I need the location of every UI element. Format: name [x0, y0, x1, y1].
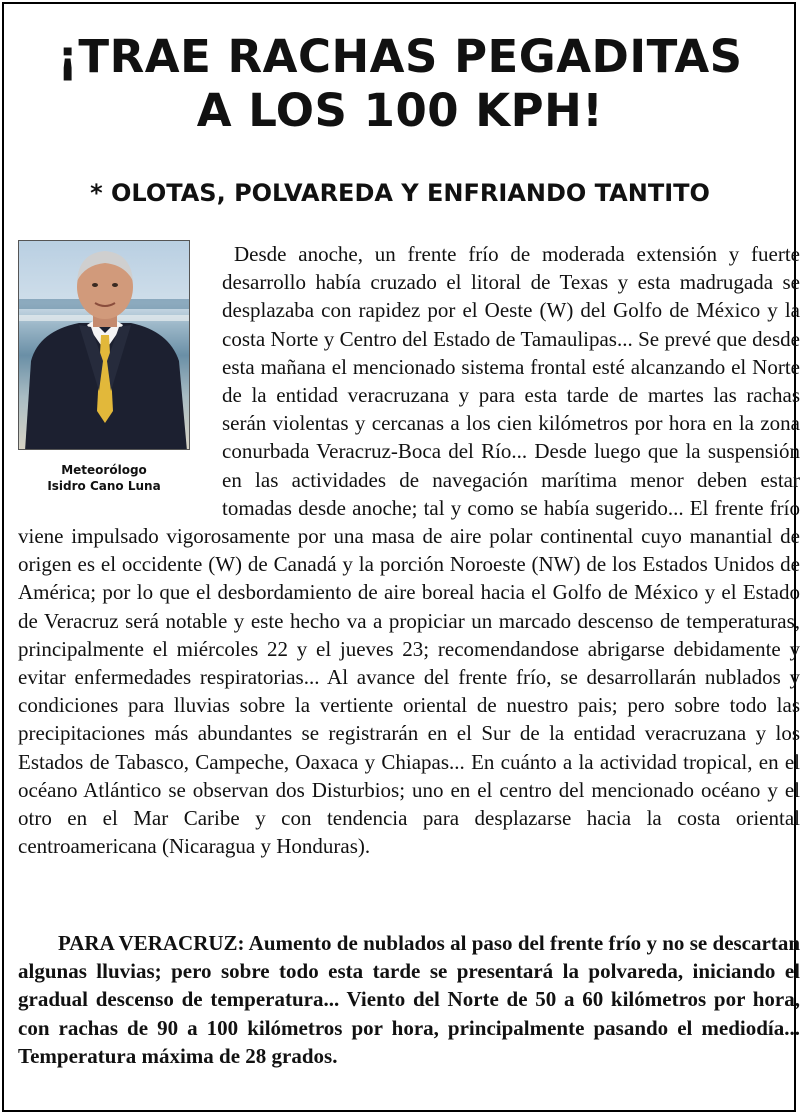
headline [0, 30, 800, 138]
article-body [18, 240, 800, 860]
paragraph-2-forecast: PARA VERACRUZ: Aumento de nublados al paso del frente frío y no se descartan algunas lluvias; pero sobre todo esta tarde se presentará la polvareda, iniciando el gradual descenso de temperatura... Viento del Norte de 50 a 60 kilómetros por hora, con rachas de 90 a 100 kilómetros por hora, principalmente pasando el mediodía... Temperatura máxima de 28 grados. [18, 931, 800, 1068]
headline-line-1: ¡TRAE RACHAS PEGADITAS [57, 30, 743, 83]
paragraph-1: Desde anoche, un frente frío de moderada extensión y fuerte desarrollo había cruzado el litoral de Texas y esta madrugada se desplazaba con rapidez por el Oeste (W) del Golfo de México y la costa Norte y Centro del Estado de Tamaulipas... Se prevé que desde esta mañana el mencionado sistema frontal esté alcanzando el Norte de la entidad veracruzana y para esta tarde de martes las rachas serán violentas y cercanas a los cien kilómetros por hora en la zona conurbada Veracruz-Boca del Río... Desde luego que la suspensión en las actividades de navegación marítima menor deben estar tomadas desde anoche; tal y como se había sugerido... El frente frío viene impulsado vigorosamente por una masa de aire polar continental cuyo manantial de origen es el occidente (W) de Canadá y la porción Noroeste (NW) de los Estados Unidos de América; por lo que el desbordamiento de aire boreal hacia el Golfo de México y el Estado de Veracruz será notable y este hecho va a propiciar un marcado descenso de temperaturas, principalmente el miércoles 22 y el jueves 23; recomendandose abrigarse debidamente y evitar enfermedades respiratorias... Al avance del frente frío, se desarrollarán nublados y condiciones para lluvias sobre la vertiente oriental de nuestro pais; pero sobre todo las precipitaciones más abundantes se registrarán en el Sur de la entidad veracruzana y los Estados de Tabasco, Campeche, Oaxaca y Chiapas... En cuánto a la actividad tropical, en el océano Atlántico se observan dos Disturbios; uno en el centro del mencionado océano y el otro en el Mar Caribe y con tendencia para desplazarse hacia la costa oriental centroamericana (Nicaragua y Honduras). [18, 242, 800, 859]
subheadline: * OLOTAS, POLVAREDA Y ENFRIANDO TANTITO [90, 179, 710, 207]
photo-wrap-space [18, 240, 222, 494]
caption-name: Isidro Cano Luna [47, 479, 161, 493]
headline-line-2: A LOS 100 KPH! [196, 84, 604, 137]
caption-title: Meteorólogo [61, 463, 147, 477]
